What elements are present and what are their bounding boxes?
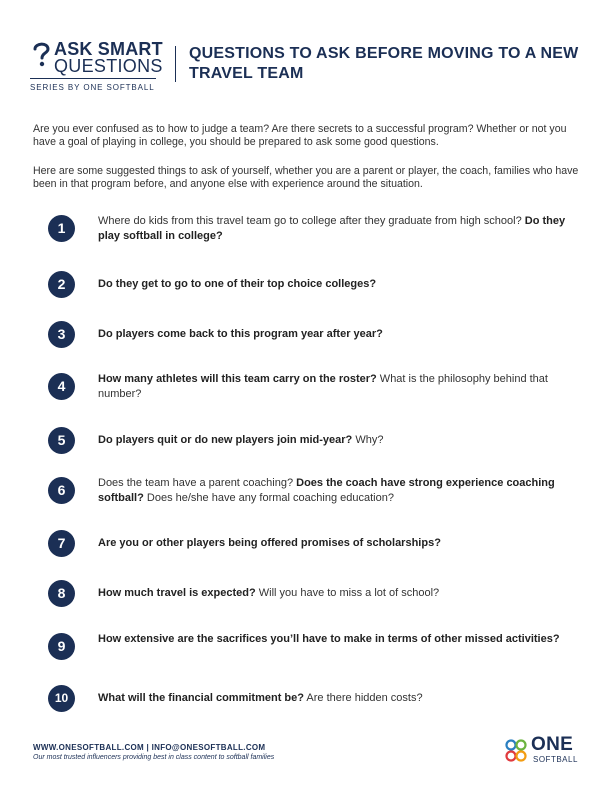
brand-sub: SOFTBALL	[533, 755, 578, 764]
question-text	[98, 433, 588, 448]
question-item	[48, 685, 588, 725]
question-number-badge: 9	[48, 633, 75, 660]
logo-rule	[30, 78, 156, 79]
logo-line-2: QUESTIONS	[54, 56, 163, 76]
one-softball-brand	[502, 735, 582, 769]
question-number-badge: 8	[48, 580, 75, 607]
question-item	[48, 580, 588, 620]
header-divider	[175, 46, 176, 82]
question-text-bold: How much travel is expected?	[98, 587, 256, 599]
question-text	[98, 691, 588, 706]
question-text-bold: What will the financial commitment be?	[98, 692, 304, 704]
question-text-regular: Where do kids from this travel team go to college after they graduate from high school?	[98, 215, 525, 227]
intro-paragraph-2: Here are some suggested things to ask of yourself, whether you are a parent or player, the coach, families who have been in that program before, and anyone else with experience around the situation.	[33, 165, 579, 190]
brand-name: ONE	[531, 734, 574, 755]
question-item	[48, 373, 588, 413]
question-number-badge: 10	[48, 685, 75, 712]
question-text	[98, 327, 588, 342]
question-text	[98, 372, 588, 402]
question-text-regular: Why?	[352, 434, 384, 446]
question-text	[98, 214, 588, 244]
ask-smart-questions-logo	[30, 39, 163, 95]
question-item	[48, 321, 588, 361]
page-title: QUESTIONS TO ASK BEFORE MOVING TO A NEW TRAVEL TEAM	[189, 45, 579, 82]
question-text	[98, 586, 588, 601]
question-item	[48, 271, 588, 311]
question-number-badge: 1	[48, 215, 75, 242]
question-text-bold: Do players quit or do new players join mid-year?	[98, 434, 353, 446]
one-softball-logo-icon	[502, 737, 530, 765]
question-text	[98, 536, 588, 551]
question-item	[48, 633, 588, 673]
question-text-bold: Does the coach have strong experience coaching softball?	[98, 477, 555, 504]
question-text-regular: Does the team have a parent coaching?	[98, 477, 297, 489]
question-text-regular: Are there hidden costs?	[303, 692, 423, 704]
question-number-badge: 2	[48, 271, 75, 298]
question-number-badge: 5	[48, 427, 75, 454]
question-text-bold: How extensive are the sacrifices you’ll have to make in terms of other missed activities?	[98, 633, 560, 645]
intro-paragraph-1: Are you ever confused as to how to judge a team? Are there secrets to a successful program? Whether or not you have a goal of playing in college, you should be prepared to ask some good questions.	[33, 123, 567, 148]
question-text-bold: Do players come back to this program year after year?	[98, 328, 383, 340]
logo-line-1: ASK SMART	[54, 39, 163, 59]
question-text	[98, 632, 588, 647]
question-mark-icon	[30, 40, 54, 70]
question-text-regular: What is the philosophy behind that number?	[98, 373, 548, 400]
question-number-badge: 7	[48, 530, 75, 557]
question-item	[48, 215, 588, 255]
question-text	[98, 476, 588, 506]
question-item	[48, 427, 588, 467]
question-text-regular: Will you have to miss a lot of school?	[255, 587, 440, 599]
footer-tagline: Our most trusted influencers providing best in class content to softball families	[33, 754, 275, 761]
question-item	[48, 477, 588, 517]
logo-series-text: SERIES BY ONE SOFTBALL	[30, 83, 155, 92]
question-text-regular: Does he/she have any formal coaching education?	[143, 492, 394, 504]
question-number-badge: 6	[48, 477, 75, 504]
question-item	[48, 530, 588, 570]
question-text	[98, 277, 588, 292]
question-number-badge: 3	[48, 321, 75, 348]
question-number-badge: 4	[48, 373, 75, 400]
question-text-bold: Do they play softball in college?	[98, 215, 566, 242]
footer-contact-links: WWW.ONESOFTBALL.COM | INFO@ONESOFTBALL.COM	[33, 743, 266, 752]
header	[30, 40, 590, 95]
question-text-bold: Do they get to go to one of their top choice colleges?	[98, 278, 377, 290]
question-text-bold: Are you or other players being offered promises of scholarships?	[98, 537, 441, 549]
question-text-bold: How many athletes will this team carry on the roster?	[98, 373, 377, 385]
